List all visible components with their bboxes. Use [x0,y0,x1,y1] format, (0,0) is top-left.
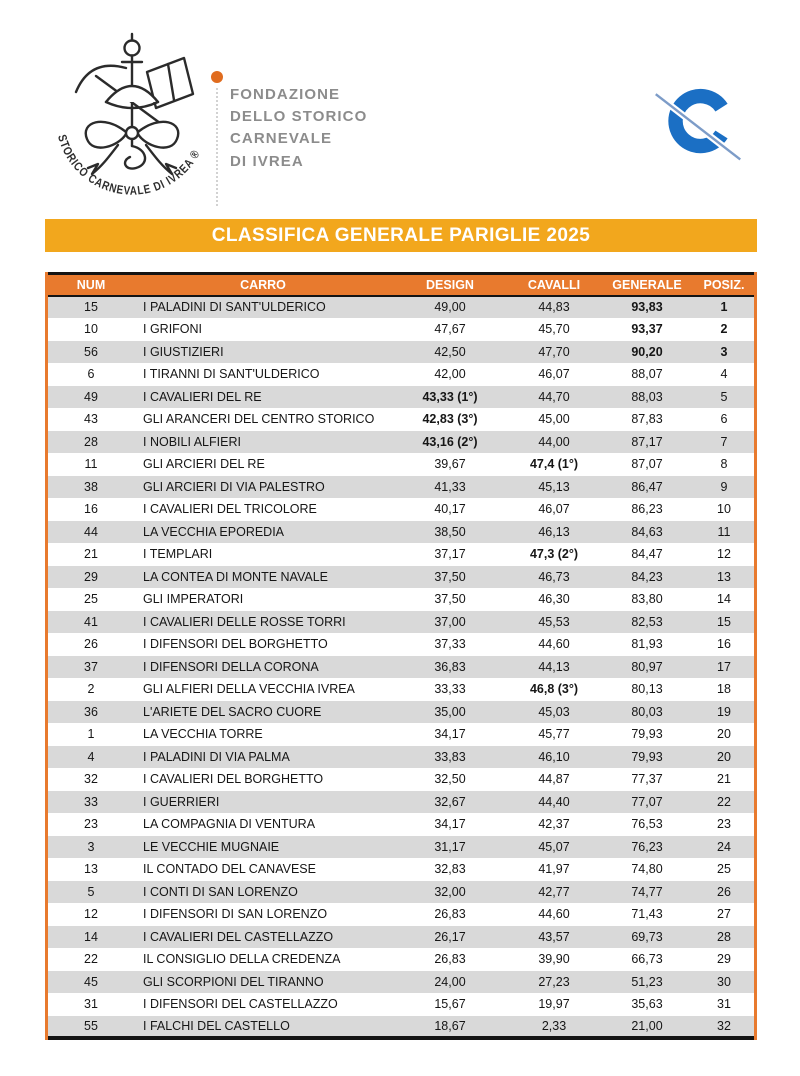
cell-num: 16 [84,502,98,517]
cell-posiz: 14 [717,592,731,607]
cell-num: 38 [84,479,98,494]
cell-num: 56 [84,344,98,359]
cell-num: 11 [84,457,98,472]
cell-carro: I GIUSTIZIERI [143,344,224,359]
cell-design: 36,83 [434,659,466,674]
cell-carro: I GRIFONI [143,322,203,337]
cell-num: 31 [84,997,98,1012]
cell-cavalli: 47,4 (1°) [529,457,579,472]
cell-cavalli: 47,70 [538,344,570,359]
cell-carro: I CAVALIERI DELLE ROSSE TORRI [143,614,346,629]
cell-carro: GLI ARCIERI DI VIA PALESTRO [143,479,325,494]
cell-design: 33,33 [434,682,466,697]
cell-design: 24,00 [434,974,466,989]
table-row [48,993,754,1016]
cell-design: 38,50 [434,524,466,539]
cell-posiz: 25 [717,862,731,877]
cell-generale: 51,23 [631,974,663,989]
cell-generale: 84,23 [631,569,663,584]
cell-generale: 76,23 [631,839,663,854]
cell-cavalli: 44,60 [538,907,570,922]
table-row [48,881,754,904]
cell-design: 26,83 [434,952,466,967]
cell-carro: I DIFENSORI DEL CASTELLAZZO [143,997,338,1012]
table-row [48,656,754,679]
cell-cavalli: 46,10 [538,749,570,764]
foundation-line-3: CARNEVALE [230,130,333,148]
cell-design: 32,83 [434,862,466,877]
cell-posiz: 28 [717,929,731,944]
cell-generale: 84,63 [631,524,663,539]
cell-num: 41 [84,614,98,629]
column-header-posiz: POSIZ. [703,277,745,292]
cell-num: 5 [87,884,95,899]
table-row [48,296,754,319]
cell-cavalli: 45,00 [538,412,570,427]
table-row [48,768,754,791]
table-row [48,363,754,386]
cell-carro: LA VECCHIA TORRE [143,727,263,742]
table-row [48,858,754,881]
cell-design: 26,17 [434,929,466,944]
table-row [48,701,754,724]
cell-generale: 76,53 [631,817,663,832]
cell-carro: IL CONTADO DEL CANAVESE [143,862,316,877]
cell-generale: 90,20 [631,344,663,359]
cell-posiz: 17 [717,659,731,674]
cell-generale: 81,93 [631,637,663,652]
cell-design: 43,33 (1°) [422,389,478,404]
cell-posiz: 27 [717,907,731,922]
table-row [48,431,754,454]
cell-posiz: 20 [717,727,731,742]
cell-posiz: 21 [717,772,731,787]
column-header-cavalli: CAVALLI [527,277,581,292]
cell-posiz: 9 [720,479,728,494]
cell-design: 32,67 [434,794,466,809]
cell-generale: 71,43 [631,907,663,922]
cell-cavalli: 44,60 [538,637,570,652]
cell-num: 44 [84,524,98,539]
cell-posiz: 13 [717,569,731,584]
cell-cavalli: 46,73 [538,569,570,584]
c-logo-icon [650,78,746,166]
table-header-row [48,274,754,296]
cell-generale: 66,73 [631,952,663,967]
foundation-line-2: DELLO STORICO [230,108,368,126]
cell-generale: 93,37 [631,322,663,337]
cell-cavalli: 46,8 (3°) [529,682,579,697]
cell-carro: LE VECCHIE MUGNAIE [143,839,280,854]
cell-carro: I TEMPLARI [143,547,213,562]
cell-generale: 82,53 [631,614,663,629]
table-row [48,408,754,431]
table-row [48,341,754,364]
table-row [48,453,754,476]
cell-cavalli: 41,97 [538,862,570,877]
cell-generale: 87,17 [631,434,663,449]
cell-cavalli: 45,77 [538,727,570,742]
cell-num: 36 [84,704,98,719]
cell-cavalli: 44,13 [538,659,570,674]
foundation-line-1: FONDAZIONE [230,86,341,103]
cell-posiz: 20 [717,749,731,764]
cell-cavalli: 44,00 [538,434,570,449]
cell-carro: GLI IMPERATORI [143,592,244,607]
cell-cavalli: 45,13 [538,479,570,494]
cell-posiz: 31 [717,997,731,1012]
cell-carro: I NOBILI ALFIERI [143,434,241,449]
cell-carro: I CAVALIERI DEL TRICOLORE [143,502,317,517]
foundation-wordmark [230,84,367,173]
cell-design: 47,67 [434,322,466,337]
cell-posiz: 4 [720,367,728,382]
cell-num: 4 [87,749,95,764]
cell-num: 29 [84,569,98,584]
cell-posiz: 1 [720,300,728,315]
table-row [48,746,754,769]
cell-cavalli: 44,40 [538,794,570,809]
table-row [48,971,754,994]
page-title: CLASSIFICA GENERALE PARIGLIE 2025 [211,224,591,246]
cell-posiz: 23 [717,817,731,832]
cell-num: 23 [84,817,98,832]
cell-cavalli: 45,03 [538,704,570,719]
cell-generale: 88,03 [631,389,663,404]
table-row [48,476,754,499]
cell-cavalli: 46,07 [538,367,570,382]
storico-carnevale-emblem [46,28,218,206]
cell-generale: 93,83 [631,300,663,315]
cell-generale: 86,23 [631,502,663,517]
cell-cavalli: 2,33 [541,1018,567,1033]
cell-num: 49 [84,389,98,404]
column-header-generale: GENERALE [612,277,682,292]
table-row [48,633,754,656]
cell-cavalli: 44,87 [538,772,570,787]
cell-generale: 86,47 [631,479,663,494]
cell-carro: I DIFENSORI DELLA CORONA [143,659,319,674]
cell-cavalli: 43,57 [538,929,570,944]
cell-posiz: 26 [717,884,731,899]
cell-generale: 74,77 [631,884,663,899]
cell-num: 28 [84,434,98,449]
cell-posiz: 2 [720,322,728,337]
cell-num: 1 [87,727,95,742]
table-row [48,836,754,859]
cell-cavalli: 42,77 [538,884,570,899]
cell-generale: 79,93 [631,727,663,742]
cell-num: 43 [84,412,98,427]
cell-num: 10 [84,322,98,337]
cell-design: 42,83 (3°) [422,412,478,427]
cell-generale: 74,80 [631,862,663,877]
cell-generale: 87,83 [631,412,663,427]
cell-design: 34,17 [434,817,466,832]
cell-carro: I PALADINI DI VIA PALMA [143,749,290,764]
cell-design: 41,33 [434,479,466,494]
column-header-num: NUM [76,277,106,292]
cell-design: 26,83 [434,907,466,922]
cell-carro: I TIRANNI DI SANT'ULDERICO [143,367,320,382]
cell-num: 6 [87,367,95,382]
table-row [48,588,754,611]
cell-carro: I GUERRIERI [143,794,220,809]
title-banner [45,219,757,252]
cell-carro: I DIFENSORI DI SAN LORENZO [143,907,328,922]
cell-cavalli: 27,23 [538,974,570,989]
foundation-line-4: DI IVREA [230,152,304,170]
cell-carro: I CAVALIERI DEL RE [143,389,262,404]
cell-num: 37 [84,659,98,674]
cell-posiz: 10 [717,502,731,517]
table-row [48,723,754,746]
cell-num: 33 [84,794,98,809]
standings-table [48,272,754,1040]
column-header-design: DESIGN [426,277,474,292]
column-header-carro: CARRO [240,277,286,292]
cell-carro: LA VECCHIA EPOREDIA [143,524,285,539]
cell-design: 39,67 [434,457,466,472]
table-row [48,903,754,926]
table-row [48,498,754,521]
cell-generale: 80,97 [631,659,663,674]
cell-posiz: 7 [720,434,728,449]
cell-carro: GLI ARCIERI DEL RE [143,457,265,472]
table-row [48,926,754,949]
cell-design: 32,00 [434,884,466,899]
table-row [48,678,754,701]
cell-design: 37,50 [434,569,466,584]
cell-carro: LA COMPAGNIA DI VENTURA [143,817,316,832]
orange-dot-icon [211,71,223,83]
cell-num: 2 [87,682,95,697]
table-row [48,521,754,544]
cell-carro: GLI SCORPIONI DEL TIRANNO [143,974,324,989]
table-row [48,386,754,409]
cell-design: 43,16 (2°) [422,434,478,449]
cell-num: 55 [84,1018,98,1033]
cell-design: 49,00 [434,300,466,315]
cell-generale: 79,93 [631,749,663,764]
cell-num: 22 [84,952,98,967]
cell-generale: 80,13 [631,682,663,697]
cell-carro: I DIFENSORI DEL BORGHETTO [143,637,328,652]
cell-cavalli: 42,37 [538,817,570,832]
cell-num: 13 [84,862,98,877]
cell-design: 35,00 [434,704,466,719]
cell-posiz: 29 [717,952,731,967]
cell-posiz: 32 [717,1018,731,1033]
carnevale-c-logo [650,78,746,166]
cell-cavalli: 46,13 [538,524,570,539]
cell-num: 45 [84,974,98,989]
cell-carro: GLI ALFIERI DELLA VECCHIA IVREA [143,682,355,697]
cell-design: 32,50 [434,772,466,787]
cell-carro: I CAVALIERI DEL BORGHETTO [143,772,324,787]
table-row [48,948,754,971]
emblem-drawing-icon [46,28,218,206]
cell-generale: 21,00 [631,1018,663,1033]
cell-carro: I PALADINI DI SANT'ULDERICO [143,300,326,315]
cell-num: 21 [84,547,98,562]
cell-carro: I FALCHI DEL CASTELLO [143,1018,290,1033]
cell-generale: 69,73 [631,929,663,944]
table-row [48,1016,754,1039]
svg-text:STORICO CARNEVALE DI IVREA ® [55,133,203,198]
cell-design: 18,67 [434,1018,466,1033]
cell-posiz: 11 [717,524,731,539]
table-row [48,813,754,836]
cell-num: 25 [84,592,98,607]
cell-carro: IL CONSIGLIO DELLA CREDENZA [143,952,341,967]
cell-design: 34,17 [434,727,466,742]
cell-carro: GLI ARANCERI DEL CENTRO STORICO [143,412,375,427]
cell-generale: 35,63 [631,997,663,1012]
cell-posiz: 22 [717,794,731,809]
cell-posiz: 15 [717,614,731,629]
cell-posiz: 5 [720,389,728,404]
cell-num: 12 [84,907,98,922]
cell-generale: 77,07 [631,794,663,809]
emblem-arc-text: STORICO CARNEVALE DI IVREA ® [55,132,204,198]
cell-num: 26 [84,637,98,652]
cell-cavalli: 45,07 [538,839,570,854]
cell-posiz: 16 [717,637,731,652]
cell-posiz: 19 [717,704,731,719]
cell-carro: I CAVALIERI DEL CASTELLAZZO [143,929,334,944]
cell-posiz: 30 [717,974,731,989]
cell-posiz: 12 [717,547,731,562]
cell-generale: 88,07 [631,367,663,382]
cell-design: 15,67 [434,997,466,1012]
cell-num: 32 [84,772,98,787]
standings-table-wrap [45,272,757,1040]
table-row [48,318,754,341]
cell-posiz: 6 [720,412,728,427]
cell-design: 37,00 [434,614,466,629]
cell-cavalli: 45,53 [538,614,570,629]
cell-carro: L'ARIETE DEL SACRO CUORE [143,704,322,719]
cell-carro: LA CONTEA DI MONTE NAVALE [143,569,328,584]
cell-posiz: 3 [720,344,728,359]
cell-carro: I CONTI DI SAN LORENZO [143,884,298,899]
cell-design: 37,17 [434,547,466,562]
cell-design: 33,83 [434,749,466,764]
brand-divider [211,71,225,211]
table-row [48,791,754,814]
cell-generale: 87,07 [631,457,663,472]
table-row [48,543,754,566]
cell-cavalli: 46,30 [538,592,570,607]
cell-design: 42,00 [434,367,466,382]
cell-cavalli: 44,70 [538,389,570,404]
dotted-line [216,88,218,206]
cell-cavalli: 45,70 [538,322,570,337]
cell-design: 42,50 [434,344,466,359]
cell-design: 37,50 [434,592,466,607]
cell-cavalli: 39,90 [538,952,570,967]
cell-generale: 80,03 [631,704,663,719]
cell-posiz: 8 [720,457,728,472]
cell-cavalli: 46,07 [538,502,570,517]
cell-generale: 84,47 [631,547,663,562]
cell-num: 3 [87,839,95,854]
cell-generale: 83,80 [631,592,663,607]
table-row [48,611,754,634]
cell-cavalli: 47,3 (2°) [529,547,579,562]
cell-cavalli: 19,97 [538,997,570,1012]
cell-num: 15 [84,300,98,315]
cell-generale: 77,37 [631,772,663,787]
cell-design: 37,33 [434,637,466,652]
table-row [48,566,754,589]
cell-design: 40,17 [434,502,466,517]
cell-posiz: 18 [717,682,731,697]
cell-posiz: 24 [717,839,731,854]
cell-num: 14 [84,929,98,944]
cell-cavalli: 44,83 [538,300,570,315]
cell-design: 31,17 [434,839,466,854]
